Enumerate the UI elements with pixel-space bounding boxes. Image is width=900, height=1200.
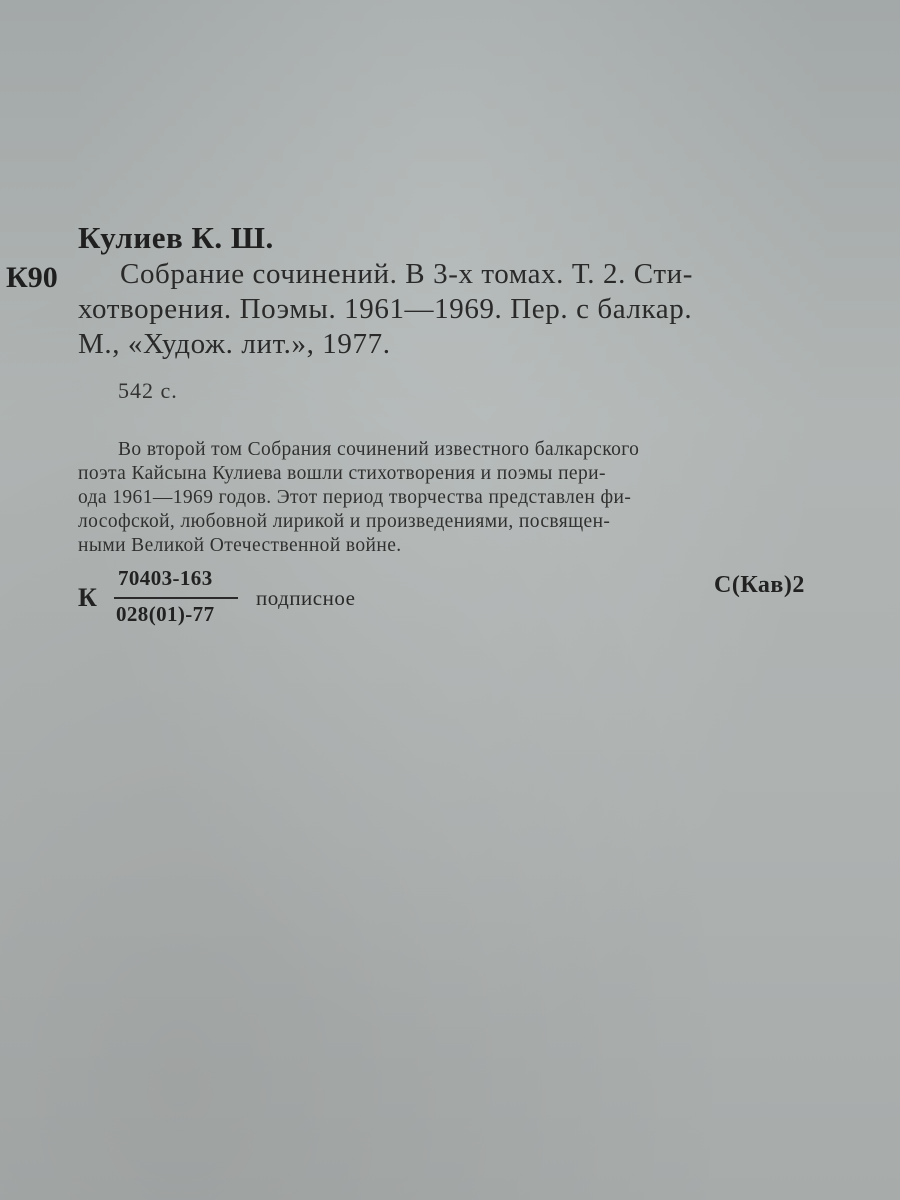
annotation-line-3: ода 1961—1969 годов. Этот период творчества представлен фи- [78, 487, 632, 508]
index-numerator: 70403-163 [118, 566, 213, 590]
annotation-line-2: поэта Кайсына Кулиева вошли стихотворения и поэмы пери- [78, 463, 606, 484]
bibliographic-line-1: Собрание сочинений. В 3-х томах. Т. 2. Сти- [120, 258, 693, 290]
annotation-line-5: ными Великой Отечественной войне. [78, 535, 402, 556]
fraction-bar [114, 597, 238, 599]
bibliographic-line-2: хотворения. Поэмы. 1961—1969. Пер. с балкар. [78, 293, 693, 325]
classification-code: С(Кав)2 [714, 572, 805, 598]
subscription-label: подписное [256, 586, 356, 610]
index-letter: К [78, 583, 97, 612]
author-heading: Кулиев К. Ш. [78, 220, 274, 255]
index-denominator: 028(01)-77 [116, 602, 215, 626]
bibliographic-line-3: М., «Худож. лит.», 1977. [78, 328, 391, 360]
author-mark-code: К90 [6, 261, 58, 294]
annotation-line-1: Во второй том Собрания сочинений известного балкарского [118, 439, 640, 460]
annotation-line-4: лософской, любовной лирикой и произведениями, посвящен- [78, 511, 611, 532]
page-count: 542 с. [118, 378, 178, 403]
